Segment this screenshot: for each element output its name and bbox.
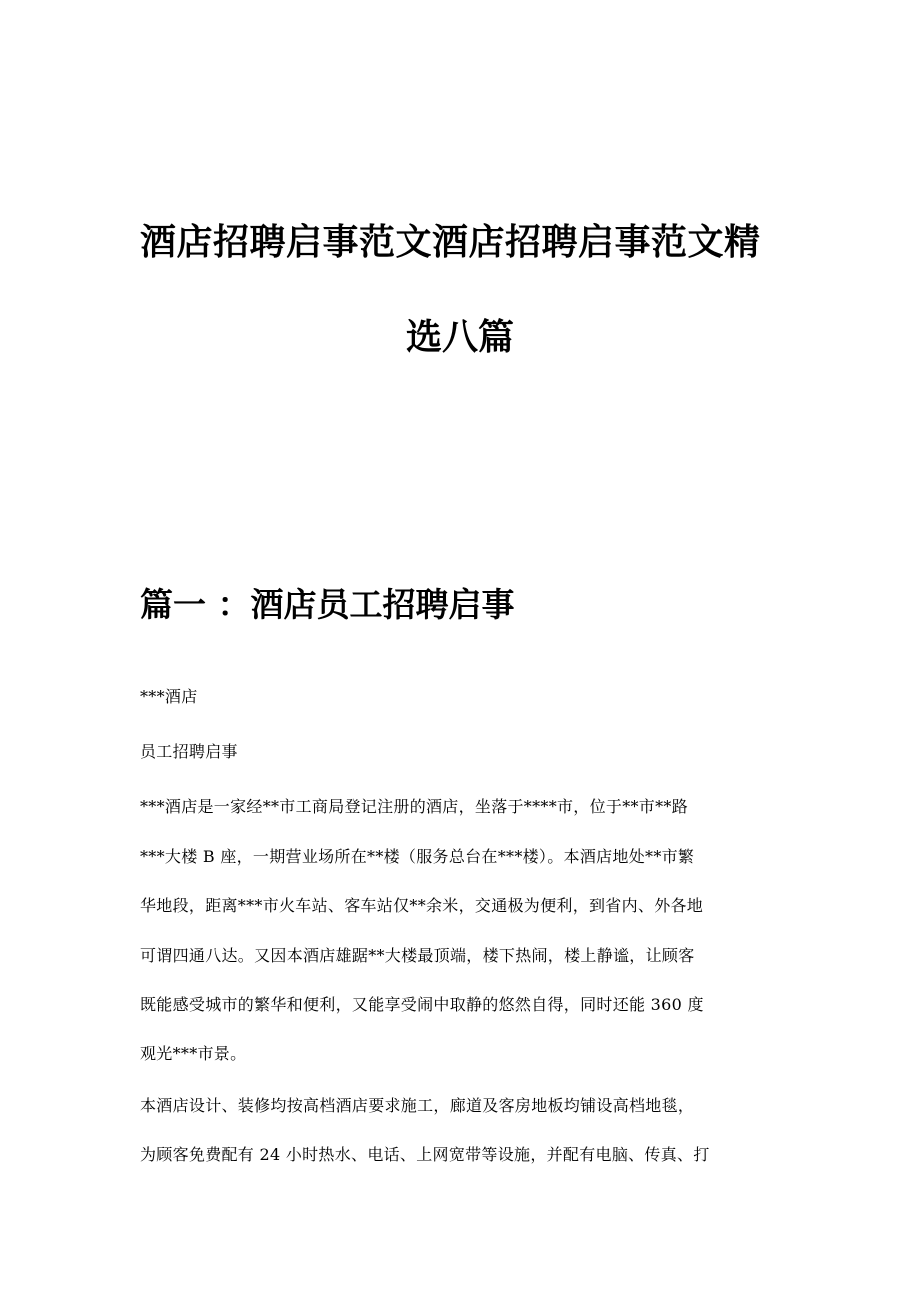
paragraph-2-line-1: 本酒店设计、装修均按高档酒店要求施工，廊道及客房地板均铺设高档地毯， bbox=[140, 1096, 695, 1115]
paragraph-1-line-4: 可谓四通八达。又因本酒店雄踞**大楼最顶端，楼下热闹，楼上静谧，让顾客 bbox=[140, 946, 695, 965]
paragraph-1-line-6: 观光***市景。 bbox=[140, 1044, 247, 1063]
hotel-name-line: ***酒店 bbox=[140, 687, 198, 706]
paragraph-2-line-2: 为顾客免费配有 24 小时热水、电话、上网宽带等设施，并配有电脑、传真、打 bbox=[140, 1145, 710, 1164]
paragraph-1-line-1: ***酒店是一家经**市工商局登记注册的酒店，坐落于****市，位于**市**路 bbox=[140, 797, 689, 816]
document-title-line-1: 酒店招聘启事范文酒店招聘启事范文精 bbox=[140, 221, 761, 263]
document-title-line-2: 选八篇 bbox=[405, 316, 514, 358]
paragraph-1-line-3: 华地段，距离***市火车站、客车站仅**余米，交通极为便利，到省内、外各地 bbox=[140, 896, 704, 915]
section-heading: 篇一 ：酒店员工招聘启事 bbox=[140, 585, 515, 624]
paragraph-1-line-2: ***大楼 B 座，一期营业场所在**楼（服务总台在***楼）。本酒店地处**市繁 bbox=[140, 847, 695, 866]
paragraph-1-line-5: 既能感受城市的繁华和便利，又能享受闹中取静的悠然自得，同时还能 360 度 bbox=[140, 995, 704, 1014]
notice-title-line: 员工招聘启事 bbox=[140, 742, 238, 761]
